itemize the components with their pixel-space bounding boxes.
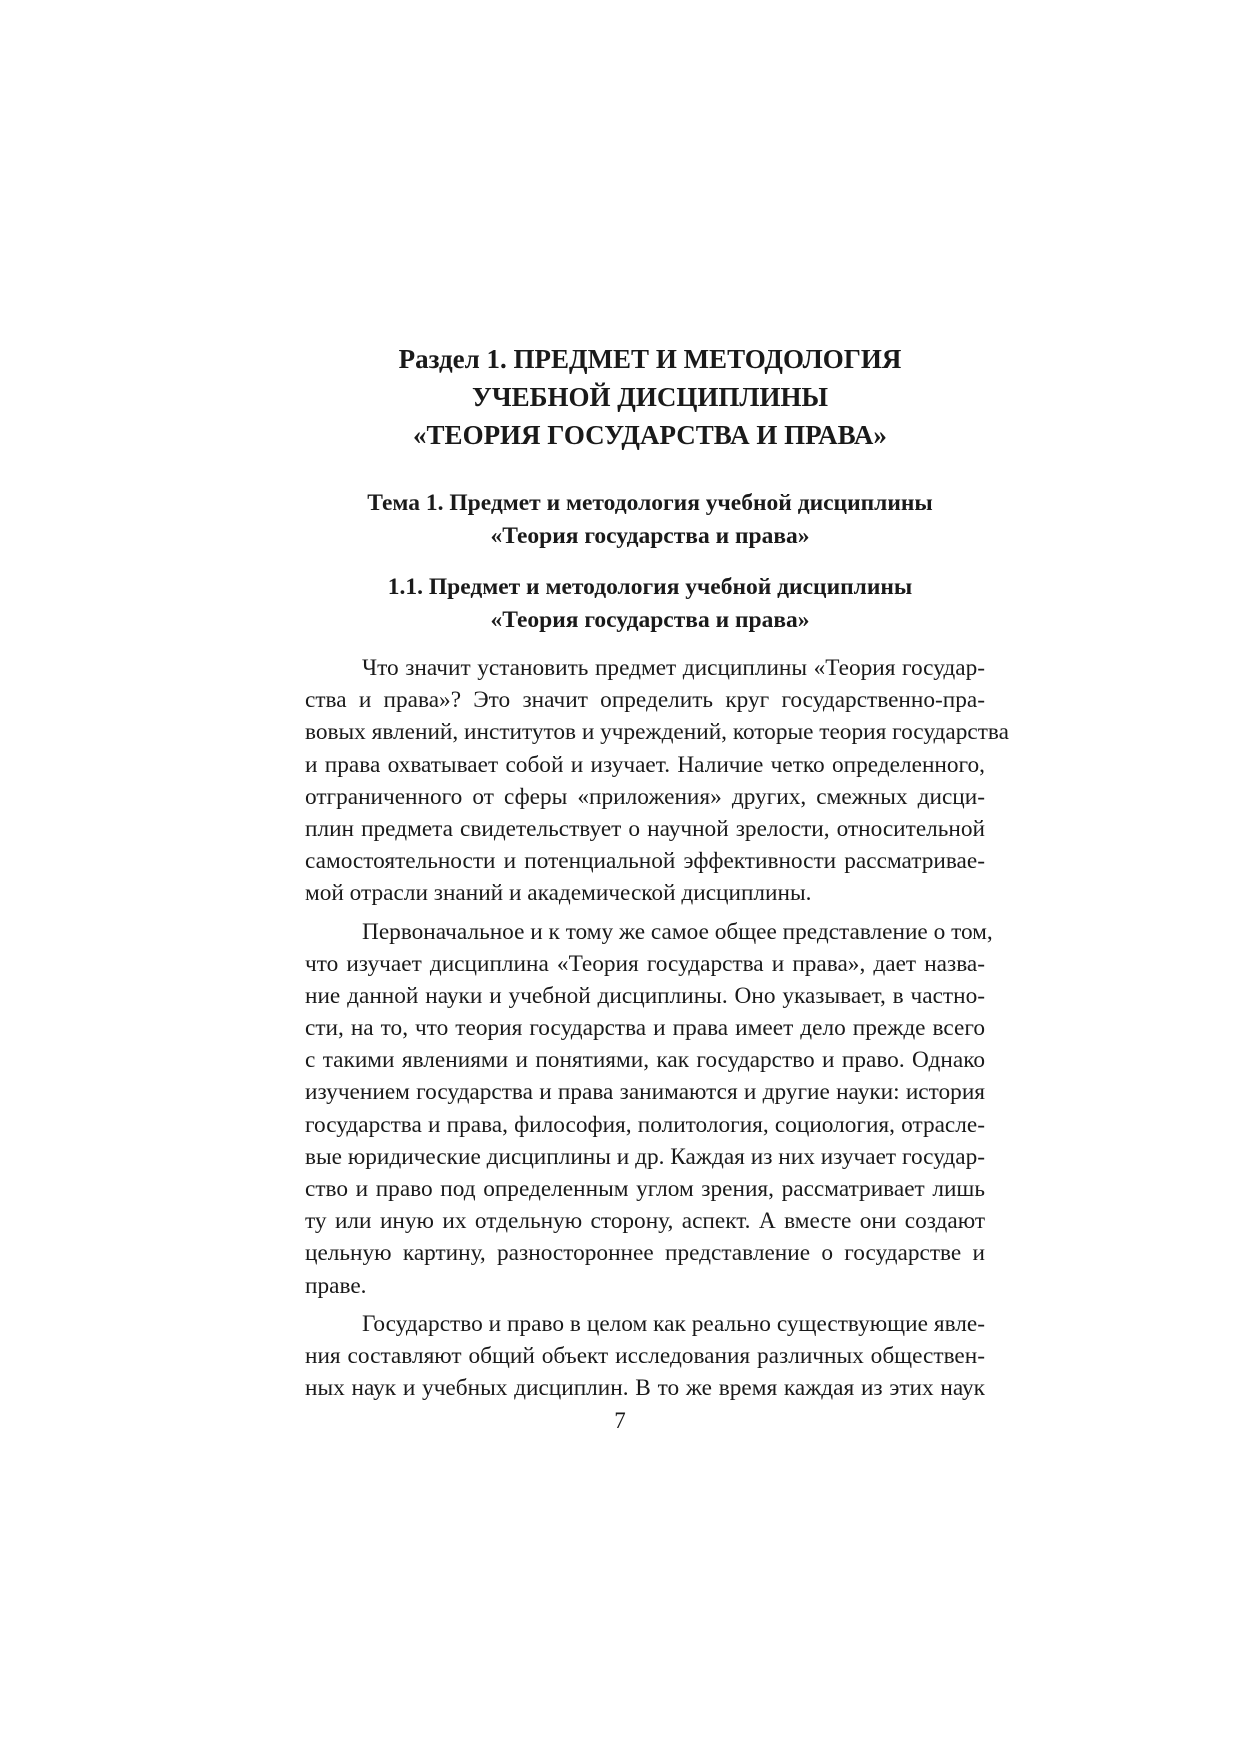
topic-title — [300, 487, 1000, 553]
text-line: мой отрасли знаний и академической дисциплины. — [305, 880, 812, 907]
page-number: 7 — [614, 1408, 626, 1433]
body-text — [305, 652, 1009, 1410]
section-title-line: УЧЕБНОЙ ДИСЦИПЛИНЫ — [472, 382, 828, 412]
text-line: что изучает дисциплина «Теория государства и права», дает назва- — [305, 950, 985, 977]
text-line: ных наук и учебных дисциплин. В то же время каждая из этих наук — [305, 1375, 985, 1402]
section-title-line: «ТЕОРИЯ ГОСУДАРСТВА И ПРАВА» — [413, 420, 887, 450]
paragraph — [305, 1308, 985, 1405]
text-line: Государство и право в целом как реально существующие явле- — [362, 1310, 985, 1337]
text-line: вовых явлений, институтов и учреждений, которые теория государства — [305, 719, 1009, 746]
text-line: вые юридические дисциплины и др. Каждая из них изучает государ- — [305, 1143, 985, 1170]
text-line: сти, на то, что теория государства и права имеет дело прежде всего — [305, 1015, 985, 1042]
section-title — [300, 340, 1000, 454]
text-line: и права охватывает собой и изучает. Наличие четко определенного, — [305, 751, 985, 778]
text-line: с такими явлениями и понятиями, как государство и право. Однако — [305, 1047, 985, 1074]
text-line: ние данной науки и учебной дисциплины. Оно указывает, в частно- — [305, 982, 985, 1009]
paragraph — [305, 652, 1009, 910]
text-line: изучением государства и права занимаются и другие науки: история — [305, 1079, 985, 1106]
text-line: государства и права, философия, политология, социология, отрасле- — [305, 1111, 985, 1138]
text-line: отграниченного от сферы «приложения» других, смежных дисци- — [305, 783, 985, 810]
topic-title-line: Тема 1. Предмет и методология учебной дисциплины — [367, 490, 933, 516]
text-line: цельную картину, разностороннее представление о государстве и — [305, 1240, 985, 1267]
paragraph — [305, 916, 993, 1302]
subsection-title-line: «Теория государства и права» — [490, 607, 810, 633]
subsection-title — [300, 571, 1000, 637]
text-line: ство и право под определенным углом зрения, рассматривает лишь — [305, 1176, 985, 1202]
topic-title-line: «Теория государства и права» — [490, 523, 810, 549]
text-line: ния составляют общий объект исследования различных обществен- — [305, 1342, 985, 1369]
text-line: Что значит установить предмет дисциплины «Теория государ- — [362, 655, 985, 681]
text-line: ства и права»? Это значит определить круг государственно-пра- — [305, 687, 985, 714]
text-line: плин предмета свидетельствует о научной зрелости, относительной — [305, 815, 985, 842]
text-line: Первоначальное и к тому же самое общее представление о том, — [362, 918, 993, 945]
subsection-title-line: 1.1. Предмет и методология учебной дисциплины — [387, 574, 913, 600]
text-line: самостоятельности и потенциальной эффективности рассматривае- — [305, 848, 985, 875]
text-line: ту или иную их отдельную сторону, аспект. А вместе они создают — [305, 1208, 985, 1235]
text-line: праве. — [305, 1272, 367, 1299]
section-title-line: Раздел 1. ПРЕДМЕТ И МЕТОДОЛОГИЯ — [398, 344, 902, 374]
